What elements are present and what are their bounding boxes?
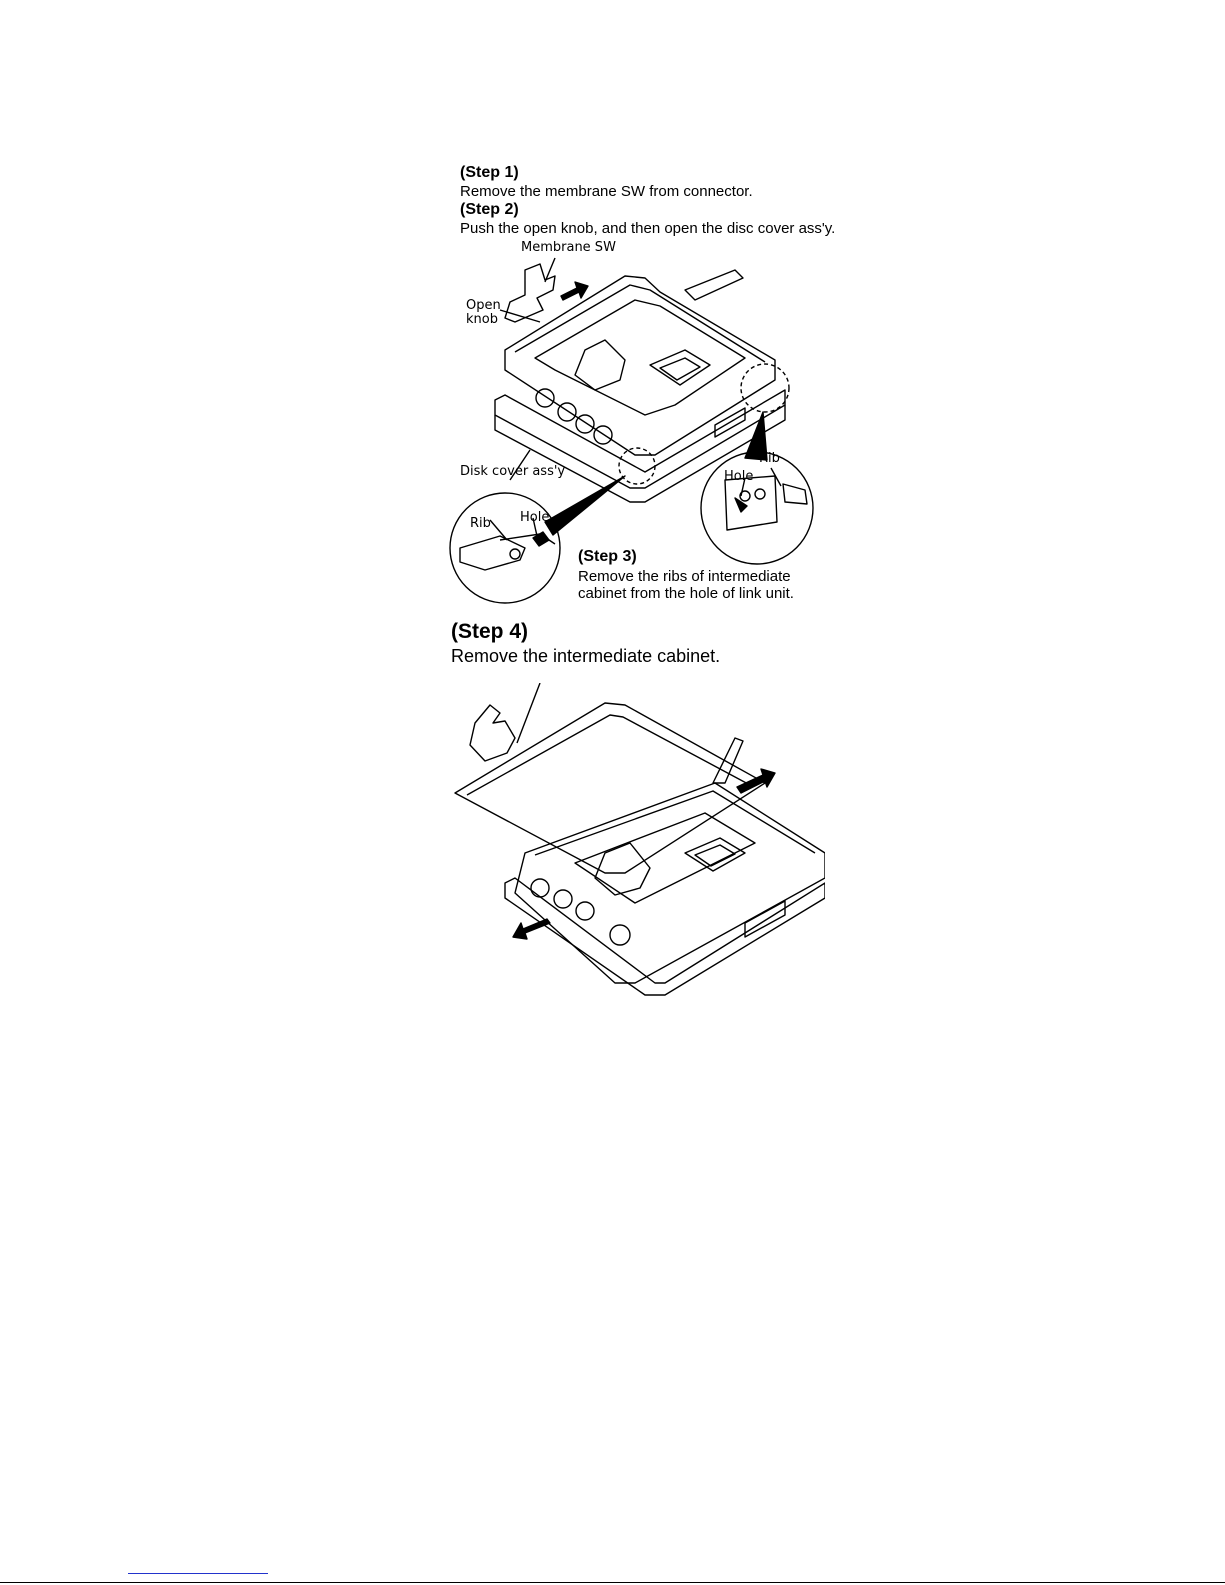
step3-line2: cabinet from the hole of link unit. (578, 585, 794, 602)
step3-heading: (Step 3) (578, 548, 637, 565)
step1-text: Remove the membrane SW from connector. (460, 183, 753, 200)
figure-step4-drawing (445, 683, 825, 1003)
label-open-knob-line1: Open (466, 298, 501, 313)
step4-text: Remove the intermediate cabinet. (451, 646, 721, 666)
arrow-icon (561, 282, 588, 300)
step2-text: Push the open knob, and then open the disc cover ass'y. (460, 220, 836, 237)
step3-line1: Remove the ribs of intermediate (578, 568, 791, 585)
step2-heading: (Step 2) (460, 201, 519, 218)
label-rib-right: Rib (759, 451, 780, 466)
step1-heading: (Step 1) (460, 164, 519, 181)
label-membrane-sw: Membrane SW (521, 240, 616, 255)
arrow-lower-left-icon (513, 919, 550, 939)
footer-link-underline[interactable] (128, 1573, 268, 1574)
step4-heading: (Step 4) (451, 620, 529, 643)
label-rib-left: Rib (470, 516, 491, 531)
footer-rule (0, 1582, 1225, 1583)
label-hole-left: Hole (520, 510, 550, 525)
label-disk-cover: Disk cover ass'y (460, 464, 566, 479)
label-open-knob-line2: knob (466, 312, 498, 327)
label-hole-right: Hole (724, 469, 754, 484)
